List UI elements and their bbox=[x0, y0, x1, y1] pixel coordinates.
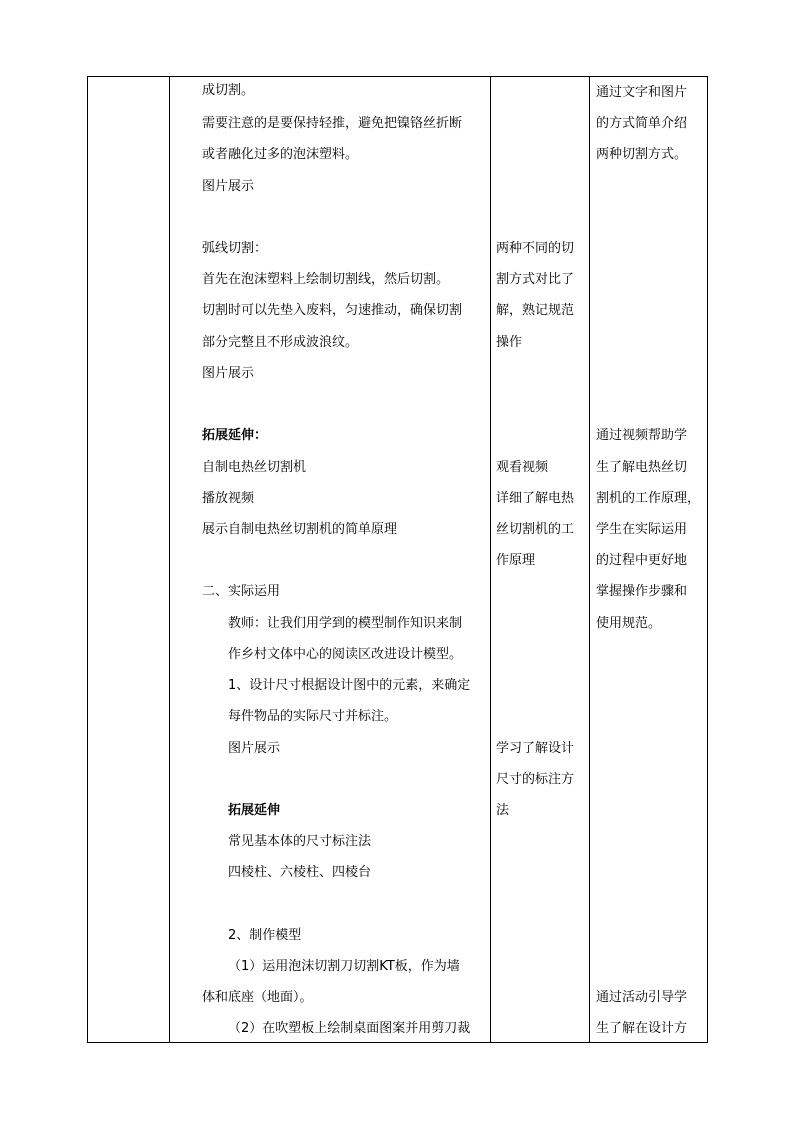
content-heading: 拓展延伸： bbox=[202, 428, 268, 443]
content-line: 体和底座（地面）。 bbox=[202, 990, 313, 1005]
intent-line: 的方式简单介绍 bbox=[596, 116, 688, 131]
intent-line: 学生在实际运用 bbox=[596, 522, 688, 537]
intent-line: 通过视频帮助学 bbox=[596, 428, 688, 443]
table-col-border-3 bbox=[490, 76, 491, 1043]
content-line: 1、设计尺寸根据设计图中的元素，来确定 bbox=[228, 678, 471, 693]
content-line: 成切割。 bbox=[202, 83, 255, 98]
content-line: 或者融化过多的泡沫塑料。 bbox=[202, 147, 359, 162]
content-line: 教师：让我们用学到的模型制作知识来制 bbox=[228, 616, 463, 631]
activity-line: 观看视频 bbox=[496, 460, 549, 475]
intent-line: 生了解电热丝切 bbox=[596, 460, 688, 475]
content-line: 需要注意的是要保持轻推，避免把镍铬丝折断 bbox=[202, 116, 463, 131]
intent-line: 使用规范。 bbox=[596, 616, 662, 631]
content-line: 2、制作模型 bbox=[228, 928, 302, 943]
activity-line: 丝切割机的工 bbox=[496, 522, 575, 537]
content-heading: 拓展延伸 bbox=[228, 803, 281, 818]
table-col-border-2 bbox=[169, 76, 170, 1043]
activity-line: 详细了解电热 bbox=[496, 491, 575, 506]
content-line: 展示自制电热丝切割机的简单原理 bbox=[202, 522, 398, 537]
content-line: 作乡村文体中心的阅读区改进设计模型。 bbox=[228, 647, 463, 662]
table-col-border-5 bbox=[707, 76, 708, 1043]
content-line: 图片展示 bbox=[202, 366, 255, 381]
content-line: 自制电热丝切割机 bbox=[202, 460, 307, 475]
content-line: 弧线切割： bbox=[202, 241, 268, 256]
content-line: 图片展示 bbox=[228, 741, 281, 756]
content-line: （2）在吹塑板上绘制桌面图案并用剪刀裁 bbox=[228, 1021, 471, 1036]
intent-line: 的过程中更好地 bbox=[596, 553, 688, 568]
content-line: 图片展示 bbox=[202, 179, 255, 194]
intent-line: 两种切割方式。 bbox=[596, 147, 688, 162]
intent-line: 通过活动引导学 bbox=[596, 990, 688, 1005]
activity-line: 法 bbox=[496, 803, 510, 818]
table-col-border-1 bbox=[87, 76, 88, 1043]
content-section-title: 二、实际运用 bbox=[202, 584, 281, 599]
intent-line: 生了解在设计方 bbox=[596, 1021, 688, 1036]
content-line: 首先在泡沫塑料上绘制切割线，然后切割。 bbox=[202, 272, 450, 287]
content-line: 切割时可以先垫入废料，匀速推动，确保切割 bbox=[202, 303, 463, 318]
intent-line: 掌握操作步骤和 bbox=[596, 584, 688, 599]
content-line: 播放视频 bbox=[202, 491, 255, 506]
intent-line: 通过文字和图片 bbox=[596, 85, 688, 100]
content-line: 常见基本体的尺寸标注法 bbox=[228, 834, 372, 849]
table-bottom-border bbox=[87, 1042, 708, 1043]
activity-line: 作原理 bbox=[496, 553, 536, 568]
activity-line: 学习了解设计 bbox=[496, 741, 575, 756]
activity-line: 操作 bbox=[496, 335, 523, 350]
content-line: 四棱柱、六棱柱、四棱台 bbox=[228, 865, 372, 880]
content-line: 部分完整且不形成波浪纹。 bbox=[202, 335, 359, 350]
content-line: （1）运用泡沫切割刀切割KT板，作为墙 bbox=[228, 959, 460, 974]
content-line: 每件物品的实际尺寸并标注。 bbox=[228, 709, 398, 724]
activity-line: 尺寸的标注方 bbox=[496, 772, 575, 787]
activity-line: 两种不同的切 bbox=[496, 241, 575, 256]
activity-line: 解，熟记规范 bbox=[496, 303, 575, 318]
table-col-border-4 bbox=[589, 76, 590, 1043]
intent-line: 割机的工作原理， bbox=[596, 491, 701, 506]
activity-line: 割方式对比了 bbox=[496, 272, 575, 287]
table-top-border bbox=[87, 76, 708, 77]
